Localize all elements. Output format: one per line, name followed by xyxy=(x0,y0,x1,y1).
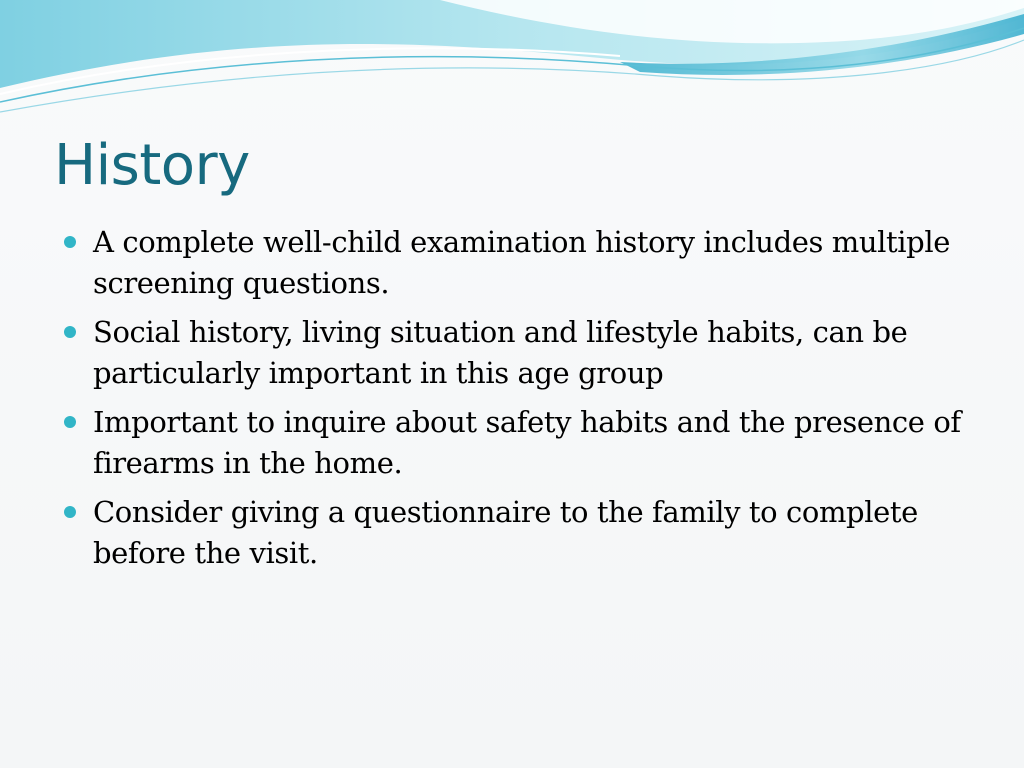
bullet-dot-icon xyxy=(64,416,76,428)
bullet-item xyxy=(62,222,962,304)
wave-banner xyxy=(0,0,1024,130)
bullet-text: Consider giving a questionnaire to the family to complete before the visit. xyxy=(93,495,918,570)
bullet-dot-icon xyxy=(64,506,76,518)
bullet-text: Important to inquire about safety habits and the presence of firearms in the home. xyxy=(93,405,961,480)
bullet-dot-icon xyxy=(64,236,76,248)
bullet-dot-icon xyxy=(64,326,76,338)
bullet-text: A complete well-child examination history includes multiple screening questions. xyxy=(93,225,950,300)
bullet-list xyxy=(62,222,962,582)
bullet-text: Social history, living situation and lifestyle habits, can be particularly important in this age group xyxy=(93,315,908,390)
slide-title: History xyxy=(54,133,250,198)
bullet-item xyxy=(62,312,962,394)
bullet-item xyxy=(62,402,962,484)
bullet-item xyxy=(62,492,962,574)
